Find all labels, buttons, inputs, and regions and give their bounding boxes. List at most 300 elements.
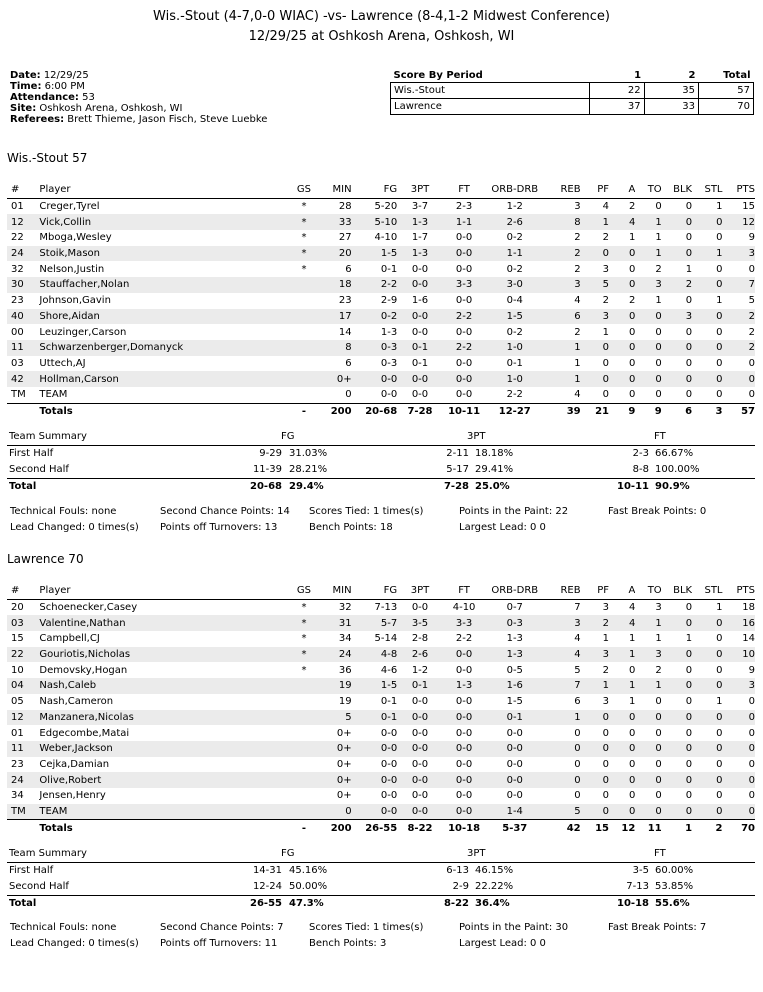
player-ft: 0-0 — [455, 326, 473, 338]
totals-orb-drb: 12-27 — [485, 403, 544, 419]
player-min: 32 — [338, 602, 352, 614]
player-reb: 4 — [544, 647, 580, 663]
player-row — [7, 772, 755, 788]
player-min: 14 — [338, 326, 352, 338]
player-reb: 1 — [544, 371, 580, 387]
col-header-3pt: 3PT — [397, 583, 443, 599]
attendance-line — [10, 92, 267, 103]
player-player: Stoik,Mason — [39, 246, 290, 262]
player-row — [7, 214, 755, 230]
player-player: Creger,Tyrel — [39, 201, 100, 213]
site-line — [10, 103, 267, 114]
summary-3pt-header: 3PT — [467, 431, 486, 442]
player-num: 05 — [11, 696, 24, 708]
player-orb-drb: 1-3 — [485, 647, 544, 663]
player-min: 0+ — [317, 772, 351, 788]
totals-pts: 70 — [723, 820, 756, 836]
score-team: Lawrence — [391, 99, 590, 115]
attendance-value: 53 — [82, 92, 95, 103]
player-stl: 0 — [692, 710, 722, 726]
player-to: 0 — [655, 727, 662, 739]
player-pts: 5 — [748, 295, 755, 307]
totals-ft: 10-11 — [443, 403, 486, 419]
player-3pt: 0-0 — [411, 727, 429, 739]
player-gs — [291, 309, 317, 325]
team-summary-label: Team Summary — [9, 848, 87, 859]
col-header-num: # — [7, 182, 39, 198]
player-row — [7, 371, 755, 387]
player-3pt: 0-0 — [397, 804, 443, 820]
player-blk: 0 — [685, 664, 693, 676]
summary-total-row — [7, 478, 755, 495]
summary-fg: 12-24 — [252, 881, 282, 892]
player-reb: 3 — [544, 277, 580, 293]
player-ft: 2-3 — [455, 201, 473, 213]
player-min: 28 — [338, 201, 352, 213]
player-a: 0 — [609, 246, 635, 262]
player-fg: 5-14 — [374, 633, 398, 645]
player-reb: 2 — [574, 326, 581, 338]
technical-fouls: Technical Fouls: none — [10, 922, 117, 933]
player-ft: 1-3 — [443, 678, 486, 694]
player-reb: 4 — [574, 633, 581, 645]
player-fg: 5-10 — [352, 214, 398, 230]
player-a: 0 — [628, 664, 636, 676]
player-ft: 0-0 — [455, 727, 473, 739]
player-pts: 7 — [723, 277, 756, 293]
player-fg: 0-0 — [380, 758, 398, 770]
player-player: Schoenecker,Casey — [39, 602, 138, 614]
player-a: 0 — [609, 371, 635, 387]
player-ft: 2-2 — [443, 309, 486, 325]
player-pf: 0 — [581, 772, 609, 788]
player-player: Jensen,Henry — [39, 790, 106, 802]
col-header-orb-drb: ORB-DRB — [485, 182, 544, 198]
summary-label: First Half — [9, 448, 54, 459]
player-blk: 0 — [685, 758, 693, 770]
col-header-3pt: 3PT — [397, 182, 443, 198]
player-gs — [291, 741, 317, 757]
player-3pt: 3-7 — [411, 201, 429, 213]
player-gs — [291, 293, 317, 309]
player-num: 24 — [7, 246, 39, 262]
referees-value: Brett Thieme, Jason Fisch, Steve Luebke — [67, 114, 268, 125]
player-player: TEAM — [39, 804, 290, 820]
player-stl: 0 — [692, 804, 722, 820]
summary-half-row — [7, 462, 755, 478]
player-to: 0 — [655, 201, 662, 213]
player-row — [7, 261, 755, 277]
player-min: 6 — [345, 263, 352, 275]
player-to: 0 — [655, 758, 662, 770]
team-1-title: Wis.-Stout 57 — [7, 151, 88, 165]
player-gs: * — [301, 602, 307, 614]
player-num: 22 — [11, 232, 24, 244]
misc-row-1 — [10, 506, 758, 522]
fast-break-points: Fast Break Points: 7 — [608, 922, 707, 933]
summary-3pt-pct: 25.0% — [475, 481, 510, 492]
summary-half-row — [7, 863, 755, 879]
player-fg: 4-10 — [374, 232, 398, 244]
misc-row-2 — [10, 938, 758, 954]
player-stl: 0 — [692, 647, 722, 663]
player-to: 0 — [655, 357, 662, 369]
player-gs — [291, 371, 317, 387]
player-blk: 0 — [662, 615, 692, 631]
box-header-row — [7, 583, 755, 599]
player-pf: 0 — [602, 727, 609, 739]
player-gs: * — [291, 615, 317, 631]
player-orb-drb: 1-0 — [485, 340, 544, 356]
player-ft: 0-0 — [455, 696, 473, 708]
player-pts: 0 — [723, 371, 756, 387]
summary-fg: 14-31 — [252, 865, 282, 876]
player-blk: 0 — [662, 710, 692, 726]
player-ft: 0-0 — [443, 246, 486, 262]
summary-3pt-pct: 36.4% — [475, 898, 510, 909]
player-reb: 1 — [544, 710, 580, 726]
player-pts: 2 — [723, 340, 756, 356]
totals-pf: 15 — [581, 820, 609, 836]
player-gs — [291, 340, 317, 356]
player-num: 24 — [7, 772, 39, 788]
player-ft: 2-2 — [455, 633, 473, 645]
summary-3pt-pct: 18.18% — [475, 448, 514, 459]
summary-ft: 10-18 — [617, 898, 649, 909]
player-row — [7, 678, 755, 694]
player-stl: 1 — [692, 246, 722, 262]
col-header-gs: GS — [291, 182, 317, 198]
score-by-period-header — [391, 69, 754, 83]
player-a: 2 — [628, 201, 636, 213]
summary-fg-pct: 29.4% — [289, 481, 324, 492]
date-value: 12/29/25 — [43, 70, 89, 81]
scores-tied: Scores Tied: 1 times(s) — [309, 506, 424, 517]
col-header-ft: FT — [443, 182, 486, 198]
player-player: Nelson,Justin — [39, 263, 105, 275]
player-orb-drb: 0-0 — [485, 741, 544, 757]
player-orb-drb: 1-4 — [485, 804, 544, 820]
player-blk: 3 — [662, 309, 692, 325]
player-min: 31 — [317, 615, 351, 631]
player-fg: 0-1 — [380, 263, 398, 275]
player-reb: 4 — [574, 295, 581, 307]
player-pf: 0 — [581, 710, 609, 726]
player-blk: 0 — [662, 804, 692, 820]
player-row — [7, 631, 755, 647]
player-reb: 3 — [544, 615, 580, 631]
total-header: Total — [699, 69, 754, 83]
player-pf: 0 — [602, 758, 609, 770]
player-pts: 3 — [723, 246, 756, 262]
totals-min: 200 — [317, 403, 351, 419]
score-by-period-title: Score By Period — [391, 69, 590, 83]
player-ft: 0-0 — [455, 389, 473, 401]
player-orb-drb: 1-5 — [506, 696, 523, 708]
col-header-fg: FG — [352, 182, 398, 198]
summary-ft: 3-5 — [632, 865, 649, 876]
player-num: 42 — [7, 371, 39, 387]
player-to: 1 — [635, 678, 661, 694]
player-num: TM — [7, 804, 39, 820]
totals-pts: 57 — [723, 403, 756, 419]
player-row — [7, 293, 755, 309]
player-3pt: 0-0 — [411, 326, 429, 338]
player-num: 20 — [11, 602, 24, 614]
totals-stl: 3 — [692, 403, 722, 419]
totals-stl: 2 — [692, 820, 722, 836]
player-fg: 2-9 — [380, 295, 398, 307]
player-to: 3 — [655, 602, 662, 614]
summary-fg-header: FG — [281, 848, 295, 859]
player-orb-drb: 0-3 — [485, 615, 544, 631]
player-to: 2 — [655, 263, 662, 275]
player-gs: * — [291, 246, 317, 262]
player-pf: 0 — [581, 741, 609, 757]
player-blk: 0 — [662, 340, 692, 356]
player-a: 1 — [628, 696, 636, 708]
player-3pt: 0-0 — [397, 277, 443, 293]
totals-fg: 20-68 — [352, 403, 398, 419]
player-orb-drb: 0-1 — [485, 710, 544, 726]
lead-changed: Lead Changed: 0 times(s) — [10, 522, 139, 533]
summary-label: First Half — [9, 865, 54, 876]
player-row — [7, 324, 755, 340]
player-pf: 2 — [602, 295, 609, 307]
technical-fouls: Technical Fouls: none — [10, 506, 117, 517]
player-reb: 0 — [574, 790, 581, 802]
player-row — [7, 387, 755, 403]
player-blk: 0 — [685, 389, 693, 401]
score-p1: 37 — [590, 99, 644, 115]
player-min: 33 — [317, 214, 351, 230]
player-to: 1 — [655, 633, 662, 645]
team-summary-label: Team Summary — [9, 431, 87, 442]
player-row — [7, 198, 755, 214]
player-a: 0 — [609, 804, 635, 820]
player-blk: 1 — [685, 633, 693, 645]
player-row — [7, 230, 755, 246]
player-num: 15 — [11, 633, 24, 645]
summary-fg-pct: 31.03% — [289, 448, 328, 459]
player-fg: 0-0 — [352, 371, 398, 387]
score-total: 70 — [699, 99, 754, 115]
player-to: 0 — [635, 741, 661, 757]
player-blk: 0 — [685, 696, 693, 708]
player-fg: 0-1 — [352, 710, 398, 726]
player-num: 11 — [7, 340, 39, 356]
player-pf: 1 — [581, 678, 609, 694]
player-ft: 0-0 — [455, 790, 473, 802]
player-fg: 4-6 — [380, 664, 398, 676]
player-orb-drb: 0-2 — [506, 263, 523, 275]
player-min: 34 — [338, 633, 352, 645]
player-orb-drb: 0-0 — [506, 790, 523, 802]
player-blk: 0 — [685, 295, 693, 307]
col-header-pf: PF — [581, 583, 609, 599]
player-blk: 0 — [685, 232, 693, 244]
summary-label: Second Half — [9, 464, 69, 475]
player-a: 1 — [609, 647, 635, 663]
summary-label: Total — [9, 481, 37, 492]
player-pts: 14 — [742, 633, 755, 645]
player-player: Shore,Aidan — [39, 309, 290, 325]
player-player: Campbell,CJ — [39, 633, 100, 645]
player-to: 0 — [655, 326, 662, 338]
player-a: 4 — [609, 214, 635, 230]
player-to: 1 — [655, 295, 662, 307]
player-row — [7, 309, 755, 325]
player-fg: 0-3 — [352, 340, 398, 356]
summary-ft: 7-13 — [626, 881, 649, 892]
lead-changed: Lead Changed: 0 times(s) — [10, 938, 139, 949]
player-gs: * — [291, 647, 317, 663]
player-reb: 1 — [544, 340, 580, 356]
player-stl: 0 — [716, 263, 723, 275]
score-row-lawrence — [391, 99, 754, 115]
player-to: 1 — [635, 246, 661, 262]
player-min: 18 — [317, 277, 351, 293]
player-pf: 0 — [602, 790, 609, 802]
player-player: Cejka,Damian — [39, 758, 110, 770]
player-pts: 0 — [723, 804, 756, 820]
col-header-a: A — [609, 182, 635, 198]
summary-3pt: 2-9 — [452, 881, 469, 892]
team-2-misc-stats — [10, 922, 758, 954]
player-num: 23 — [11, 758, 24, 770]
player-ft: 3-3 — [443, 277, 486, 293]
player-player: Demovsky,Hogan — [39, 664, 128, 676]
player-pf: 0 — [602, 357, 609, 369]
fast-break-points: Fast Break Points: 0 — [608, 506, 707, 517]
player-orb-drb: 0-7 — [506, 602, 523, 614]
second-chance-points: Second Chance Points: 14 — [160, 506, 290, 517]
col-header-blk: BLK — [662, 182, 692, 198]
col-header-player: Player — [39, 182, 290, 198]
totals-player: Totals — [39, 820, 290, 836]
player-gs — [291, 324, 317, 340]
player-fg: 0-2 — [352, 309, 398, 325]
player-3pt: 0-0 — [397, 772, 443, 788]
summary-fg-pct: 50.00% — [289, 881, 328, 892]
player-gs — [291, 356, 317, 372]
player-blk: 0 — [685, 201, 693, 213]
totals-min: 200 — [317, 820, 351, 836]
misc-row-2 — [10, 522, 758, 538]
summary-ft: 8-8 — [632, 464, 649, 475]
player-pf: 4 — [602, 201, 609, 213]
player-to: 0 — [635, 772, 661, 788]
player-num: 04 — [7, 678, 39, 694]
player-row — [7, 647, 755, 663]
player-a: 4 — [628, 602, 636, 614]
player-row — [7, 246, 755, 262]
player-3pt: 1-7 — [411, 232, 429, 244]
player-min: 8 — [317, 340, 351, 356]
player-fg: 0-0 — [352, 741, 398, 757]
player-blk: 0 — [662, 772, 692, 788]
player-to: 3 — [635, 277, 661, 293]
summary-fg: 20-68 — [250, 481, 282, 492]
player-pf: 2 — [602, 664, 609, 676]
player-min: 23 — [338, 295, 352, 307]
player-3pt: 0-1 — [397, 678, 443, 694]
totals-a: 9 — [609, 403, 635, 419]
player-num: 32 — [11, 263, 24, 275]
date-line — [10, 70, 267, 81]
col-header-to: TO — [635, 583, 661, 599]
totals-fg: 26-55 — [352, 820, 398, 836]
summary-fg-pct: 45.16% — [289, 865, 328, 876]
player-a: 0 — [628, 389, 636, 401]
player-pts: 9 — [748, 232, 755, 244]
box-header-row — [7, 182, 755, 198]
player-pf: 0 — [581, 340, 609, 356]
player-min: 0+ — [336, 727, 352, 739]
totals-row — [7, 820, 755, 836]
player-fg: 2-2 — [352, 277, 398, 293]
period-1-header: 1 — [590, 69, 644, 83]
player-orb-drb: 0-0 — [506, 758, 523, 770]
player-pf: 5 — [581, 277, 609, 293]
summary-label: Second Half — [9, 881, 69, 892]
player-reb: 7 — [574, 602, 581, 614]
player-reb: 2 — [574, 232, 581, 244]
player-ft: 0-0 — [443, 647, 486, 663]
summary-fg-pct: 47.3% — [289, 898, 324, 909]
player-pts: 0 — [748, 696, 755, 708]
player-reb: 6 — [574, 696, 581, 708]
player-gs — [291, 710, 317, 726]
summary-3pt: 6-13 — [446, 865, 469, 876]
player-gs: * — [301, 664, 307, 676]
summary-3pt: 7-28 — [443, 481, 469, 492]
player-to: 0 — [635, 371, 661, 387]
largest-lead: Largest Lead: 0 0 — [459, 522, 546, 533]
totals-blk: 1 — [662, 820, 692, 836]
player-player: Olive,Robert — [39, 772, 290, 788]
col-header-stl: STL — [692, 583, 722, 599]
player-min: 17 — [317, 309, 351, 325]
col-header-blk: BLK — [662, 583, 692, 599]
player-stl: 0 — [716, 232, 723, 244]
player-stl: 0 — [716, 357, 723, 369]
player-3pt: 0-1 — [397, 340, 443, 356]
player-reb: 0 — [544, 772, 580, 788]
player-player: Stauffacher,Nolan — [39, 277, 290, 293]
player-a: 0 — [609, 340, 635, 356]
player-orb-drb: 0-0 — [506, 727, 523, 739]
team-2-title: Lawrence 70 — [7, 552, 84, 566]
player-orb-drb: 0-1 — [506, 357, 523, 369]
summary-fg: 11-39 — [252, 464, 282, 475]
col-header-pts: PTS — [723, 182, 756, 198]
player-gs: * — [301, 232, 307, 244]
player-stl: 0 — [692, 214, 722, 230]
player-row — [7, 599, 755, 615]
player-gs — [291, 757, 317, 773]
summary-fg: 26-55 — [250, 898, 282, 909]
player-min: 27 — [338, 232, 352, 244]
player-fg: 5-20 — [374, 201, 398, 213]
summary-fg-header: FG — [281, 431, 295, 442]
player-blk: 0 — [685, 727, 693, 739]
summary-ft-pct: 60.00% — [655, 865, 694, 876]
player-ft: 2-2 — [443, 340, 486, 356]
player-orb-drb: 2-2 — [506, 389, 523, 401]
player-a: 0 — [628, 357, 636, 369]
col-header-reb: REB — [544, 583, 580, 599]
